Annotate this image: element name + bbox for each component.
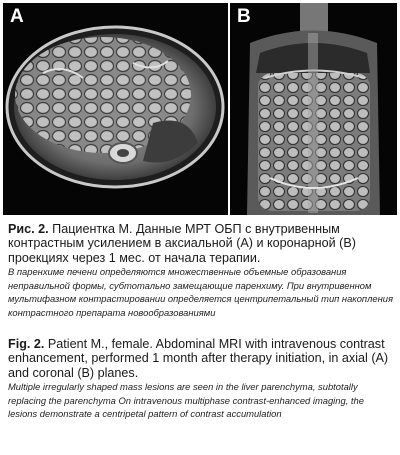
figure-panels [3, 3, 397, 215]
caption-russian [8, 222, 394, 320]
caption-ru-label: Рис. 2. [8, 222, 49, 236]
mri-coronal-panel [230, 3, 397, 215]
mri-axial-panel [3, 3, 228, 215]
caption-ru-body: В паренхиме печени определяются множественные объемные образования неправильной формы, субтотально замещающие паренхиму. При внутривенном мультифазном контрастировании определяется центрипетальный тип накопления контрастного препарата новообразованиями [8, 266, 393, 318]
caption-en-label: Fig. 2. [8, 337, 45, 351]
caption-ru-title: Пациентка М. Данные МРТ ОБП с внутривенным контрастным усилением в аксиальной (А) и коронарной (В) проекциях через 1 мес. от начала терапии. [8, 222, 356, 265]
caption-en-body: Multiple irregularly shaped mass lesions are seen in the liver parenchyma, subtotally replacing the parenchyma On intravenous multiphase contrast-enhanced imaging, the lesions demonstrate a centripetal pattern of contrast accumulation [8, 381, 364, 420]
panel-letter-b: B [237, 6, 251, 27]
panel-letter-a: A [10, 6, 24, 27]
mri-coronal-image [230, 3, 397, 215]
caption-en-title: Patient M., female. Abdominal MRI with intravenous contrast enhancement, performed 1 month after therapy initiation, in axial (A) and coronal (B) planes. [8, 337, 389, 380]
caption-english [8, 337, 394, 421]
mri-axial-image [3, 3, 228, 215]
